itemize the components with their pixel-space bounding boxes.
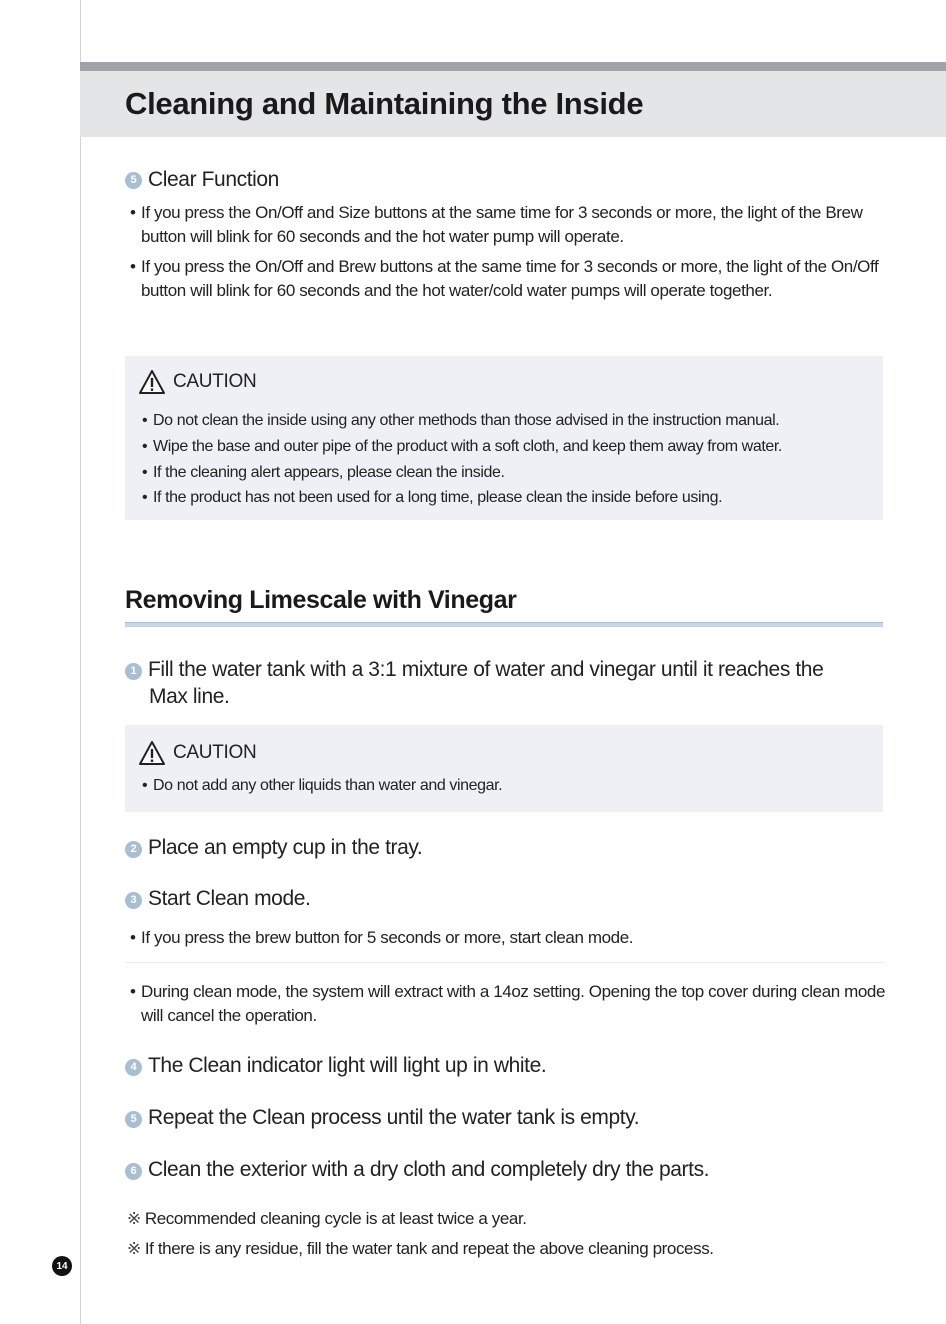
section-divider [125, 622, 883, 627]
step-5 [125, 1104, 885, 1131]
step-text: Start Clean mode. [148, 887, 311, 910]
warning-icon [138, 740, 166, 766]
step-number-badge: 3 [125, 892, 142, 909]
header-bar [80, 62, 946, 71]
note-symbol: ※ [127, 1239, 141, 1258]
clear-function-heading [125, 168, 279, 192]
step-number-badge: 1 [125, 663, 142, 680]
caution-box [125, 356, 883, 520]
caution-header [138, 740, 256, 766]
clear-function-title: Clear Function [148, 168, 279, 191]
warning-icon [138, 369, 166, 395]
caution-item: • Do not clean the inside using any other methods than those advised in the instruction manual. [142, 412, 779, 430]
step-3 [125, 885, 885, 912]
step-text: The Clean indicator light will light up in white. [148, 1054, 547, 1077]
step-number-badge: 5 [125, 1111, 142, 1128]
note-symbol: ※ [127, 1209, 141, 1228]
step-2 [125, 834, 885, 861]
clear-function-bullet: • If you press the On/Off and Brew buttons at the same time for 3 seconds or more, the light of the On/Off button will blink for 60 seconds and the hot water/cold water pumps will operate together. [130, 255, 896, 303]
clear-function-bullet: • If you press the On/Off and Size buttons at the same time for 3 seconds or more, the light of the Brew button will blink for 60 seconds and the hot water pump will operate. [130, 201, 896, 249]
note-text: If there is any residue, fill the water tank and repeat the above cleaning process. [144, 1239, 714, 1258]
caution-item: • If the cleaning alert appears, please clean the inside. [142, 464, 505, 482]
step-number-badge: 6 [125, 1163, 142, 1180]
caution-item: • Do not add any other liquids than water and vinegar. [142, 777, 502, 795]
step-text: Place an empty cup in the tray. [148, 836, 423, 859]
step-number-badge: 2 [125, 841, 142, 858]
page-title: Cleaning and Maintaining the Inside [125, 86, 644, 121]
page-number: 14 [52, 1256, 72, 1276]
step-number-badge: 4 [125, 1059, 142, 1076]
caution-box [125, 725, 883, 812]
caution-item: • If the product has not been used for a long time, please clean the inside before using. [142, 489, 722, 507]
divider [125, 962, 885, 963]
step-text: Clean the exterior with a dry cloth and completely dry the parts. [148, 1158, 710, 1181]
step-number-badge: 5 [125, 172, 142, 189]
section-title: Removing Limescale with Vinegar [125, 586, 517, 614]
step-text: Repeat the Clean process until the water tank is empty. [148, 1106, 640, 1129]
step-4 [125, 1052, 885, 1079]
caution-title: CAUTION [173, 742, 257, 763]
note [127, 1239, 714, 1259]
caution-title: CAUTION [173, 371, 257, 392]
note [127, 1209, 527, 1229]
step-6 [125, 1156, 885, 1183]
step-text: Fill the water tank with a 3:1 mixture of water and vinegar until it reaches the [148, 658, 824, 681]
caution-header [138, 369, 256, 395]
note-text: Recommended cleaning cycle is at least twice a year. [144, 1209, 527, 1228]
caution-item: • Wipe the base and outer pipe of the product with a soft cloth, and keep them away from water. [142, 438, 782, 456]
step-text-continued: Max line. [149, 685, 230, 708]
step-3-bullet: • During clean mode, the system will extract with a 14oz setting. Opening the top cover during clean mode will cancel the operation. [130, 980, 896, 1028]
step-1 [125, 656, 885, 710]
step-3-bullet: • If you press the brew button for 5 seconds or more, start clean mode. [130, 926, 896, 950]
page-margin-line [80, 0, 81, 1324]
